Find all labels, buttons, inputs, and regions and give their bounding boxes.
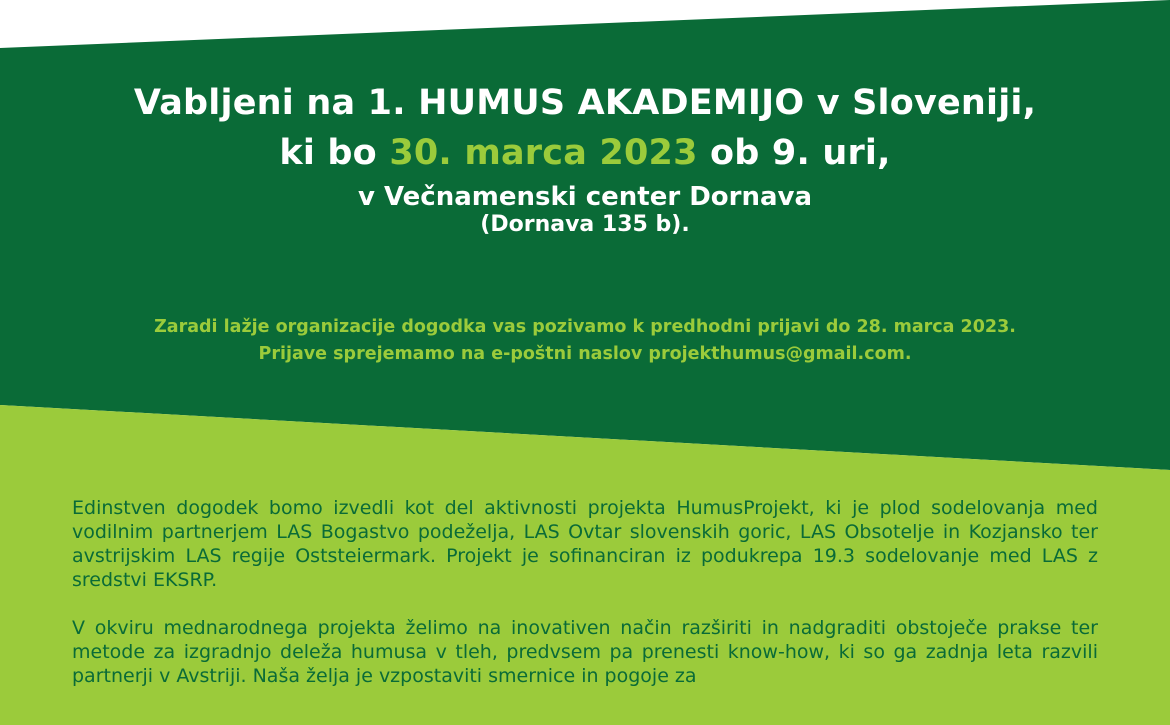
date-suffix: ob 9. uri, [697,133,891,173]
invitation-title: Vabljeni na 1. HUMUS AKADEMIJO v Sloveniji, [133,83,1037,123]
registration-email: Prijave sprejemamo na e-poštni naslov projekthumus@gmail.com. [258,344,912,364]
description-paragraph-2: V okviru mednarodnega projekta želimo na inovativen način razširiti in nadgraditi obstoječe prakse ter metode za izgradnjo deleža humusa v tleh, predvsem pa prenesti know-how, ki so ga zadnja leta razvili partnerji v Avstriji. Naša želja je vzpostaviti smernice in pogoje za [72,617,1098,687]
registration-notice [0,314,1170,368]
event-date: 30. marca 2023 [389,133,698,173]
event-address: (Dornava 135 b). [480,212,690,237]
event-venue: v Večnamenski center Dornava [357,182,813,212]
invitation-date-line [0,128,1170,178]
description-text [72,496,1098,712]
date-prefix: ki bo [279,133,390,173]
description-paragraph-1: Edinstven dogodek bomo izvedli kot del aktivnosti projekta HumusProjekt, ki je plod sodelovanja med vodilnim partnerjem LAS Bogastvo podeželja, LAS Ovtar slovenskih goric, LAS Obsotelje in Kozjansko ter avstrijskim LAS regije Oststeiermark. Projekt je sofinanciran iz podukrepa 19.3 sodelovanje med LAS z sredstvi EKSRP. [72,497,1098,591]
invitation-header [0,78,1170,238]
registration-deadline: Zaradi lažje organizacije dogodka vas pozivamo k predhodni prijavi do 28. marca 2023. [154,317,1016,337]
